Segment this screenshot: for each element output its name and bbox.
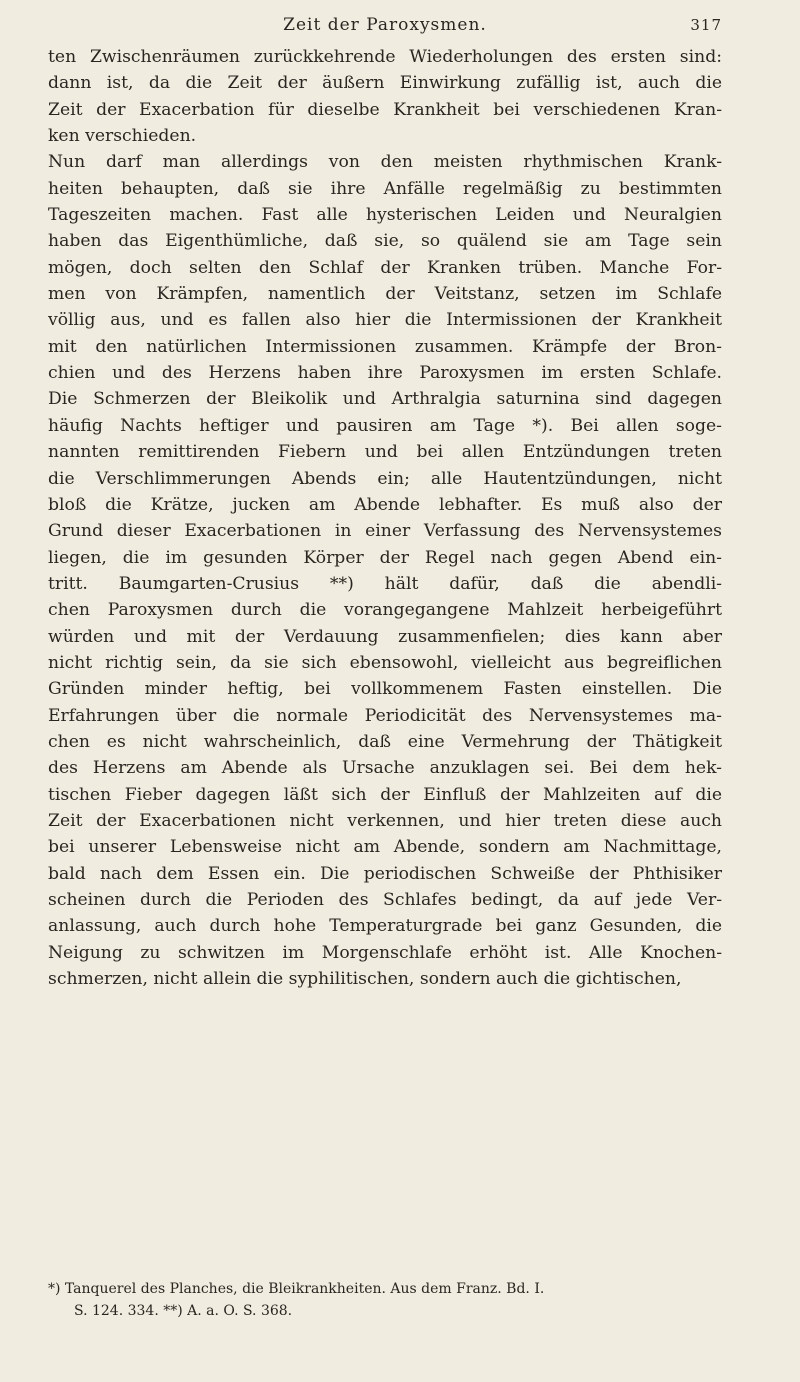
text-line: bald nach dem Essen ein. Die periodischen Schweiße der Phthisiker bbox=[48, 863, 722, 884]
text-line: chen Paroxysmen durch die vorangegangene Mahlzeit herbeigeführt bbox=[48, 600, 722, 621]
text-line: mit den natürlichen Intermissionen zusammen. Krämpfe der Bron- bbox=[48, 336, 722, 357]
text-line: chien und des Herzens haben ihre Paroxysmen im ersten Schlafe. bbox=[48, 363, 722, 384]
main-text bbox=[48, 44, 722, 992]
text-line: würden und mit der Verdauung zusammenfielen; dies kann aber bbox=[48, 626, 722, 647]
text-line: bloß die Krätze, jucken am Abende lebhafter. Es muß also der bbox=[48, 494, 722, 515]
text-line: Grund dieser Exacerbationen in einer Verfassung des Nervensystemes bbox=[48, 521, 722, 542]
text-line: Gründen minder heftig, bei vollkommenem Fasten einstellen. Die bbox=[48, 679, 722, 700]
text-line: dann ist, da die Zeit der äußern Einwirkung zufällig ist, auch die bbox=[48, 73, 722, 94]
text-line: ken verschieden. bbox=[48, 126, 197, 147]
text-line: Zeit der Exacerbation für dieselbe Krankheit bei verschiedenen Kran- bbox=[48, 99, 722, 120]
text-line: Nun darf man allerdings von den meisten rhythmischen Krank- bbox=[48, 152, 722, 173]
running-title: Zeit der Paroxysmen. bbox=[283, 15, 487, 35]
text-line: Zeit der Exacerbationen nicht verkennen, und hier treten diese auch bbox=[48, 810, 722, 831]
footnote-line: S. 124. 334. **) A. a. O. S. 368. bbox=[74, 1303, 293, 1319]
text-line: tritt. Baumgarten-Crusius **) hält dafür, daß die abendli- bbox=[48, 573, 722, 594]
text-line: Erfahrungen über die normale Periodicität des Nervensystemes ma- bbox=[48, 705, 722, 726]
text-line: des Herzens am Abende als Ursache anzuklagen sei. Bei dem hek- bbox=[48, 758, 722, 779]
text-line: völlig aus, und es fallen also hier die Intermissionen der Krankheit bbox=[48, 310, 722, 331]
text-line: anlassung, auch durch hohe Temperaturgrade bei ganz Gesunden, die bbox=[48, 916, 722, 937]
footnote-line: *) Tanquerel des Planches, die Bleikrankheiten. Aus dem Franz. Bd. I. bbox=[48, 1281, 545, 1297]
text-line: haben das Eigenthümliche, daß sie, so quälend sie am Tage sein bbox=[48, 231, 722, 252]
text-line: ten Zwischenräumen zurückkehrende Wiederholungen des ersten sind: bbox=[48, 47, 722, 67]
text-line: scheinen durch die Perioden des Schlafes bedingt, da auf jede Ver- bbox=[48, 890, 722, 910]
text-line: schmerzen, nicht allein die syphilitischen, sondern auch die gichtischen, bbox=[48, 969, 682, 990]
text-line: Neigung zu schwitzen im Morgenschlafe erhöht ist. Alle Knochen- bbox=[48, 942, 722, 963]
text-line: men von Krämpfen, namentlich der Veitstanz, setzen im Schlafe bbox=[48, 284, 722, 305]
text-line: nannten remittirenden Fiebern und bei allen Entzündungen treten bbox=[48, 442, 722, 463]
text-line: häufig Nachts heftiger und pausiren am Tage *). Bei allen soge- bbox=[48, 415, 722, 436]
text-line: bei unserer Lebensweise nicht am Abende, sondern am Nachmittage, bbox=[48, 837, 722, 858]
text-line: mögen, doch selten den Schlaf der Kranken trüben. Manche For- bbox=[48, 257, 722, 278]
text-line: tischen Fieber dagegen läßt sich der Einfluß der Mahlzeiten auf die bbox=[48, 784, 722, 805]
page-number: 317 bbox=[690, 16, 722, 34]
text-line: liegen, die im gesunden Körper der Regel nach gegen Abend ein- bbox=[48, 547, 722, 568]
text-line: nicht richtig sein, da sie sich ebensowohl, vielleicht aus begreiflichen bbox=[48, 652, 722, 673]
text-line: heiten behaupten, daß sie ihre Anfälle regelmäßig zu bestimmten bbox=[48, 178, 722, 199]
text-line: Tageszeiten machen. Fast alle hysterischen Leiden und Neuralgien bbox=[48, 205, 722, 226]
running-header bbox=[48, 10, 722, 40]
text-line: Die Schmerzen der Bleikolik und Arthralgia saturnina sind dagegen bbox=[48, 389, 722, 410]
footnotes bbox=[48, 1278, 722, 1322]
text-line: die Verschlimmerungen Abends ein; alle Hautentzündungen, nicht bbox=[48, 468, 722, 489]
text-line: chen es nicht wahrscheinlich, daß eine Vermehrung der Thätigkeit bbox=[48, 731, 722, 752]
